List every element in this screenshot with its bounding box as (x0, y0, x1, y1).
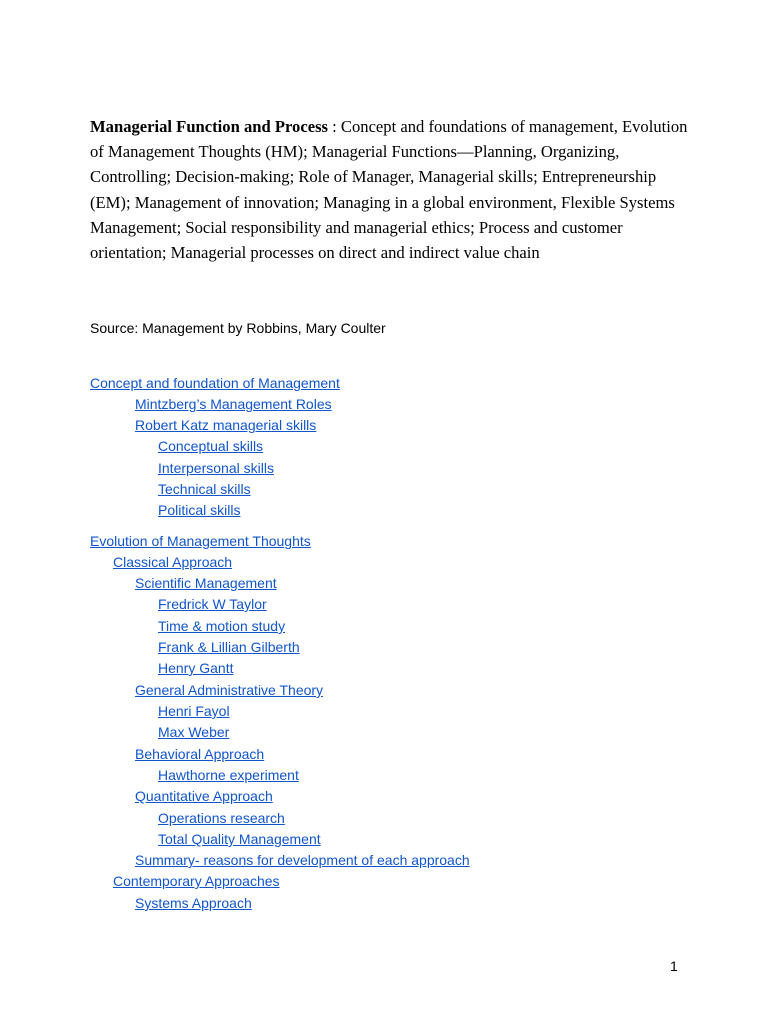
toc-link-operations-research[interactable]: Operations research (158, 810, 285, 826)
toc-link-behavioral-approach[interactable]: Behavioral Approach (135, 746, 265, 762)
source-note: Source: Management by Robbins, Mary Coulter (90, 320, 386, 336)
toc-link-interpersonal-skills[interactable]: Interpersonal skills (158, 460, 274, 476)
toc-link-systems-approach[interactable]: Systems Approach (135, 895, 252, 911)
toc-link-mintzberg-roles[interactable]: Mintzberg’s Management Roles (135, 396, 332, 412)
toc-link-conceptual-skills[interactable]: Conceptual skills (158, 438, 264, 454)
toc-link-time-motion-study[interactable]: Time & motion study (158, 618, 286, 634)
syllabus-paragraph (90, 114, 690, 265)
toc-link-contemporary-approaches[interactable]: Contemporary Approaches (113, 873, 280, 889)
toc-link-gantt[interactable]: Henry Gantt (158, 660, 234, 676)
toc-link-tqm[interactable]: Total Quality Management (158, 831, 321, 847)
toc-link-hawthorne[interactable]: Hawthorne experiment (158, 767, 299, 783)
syllabus-heading: Managerial Function and Process (90, 117, 328, 136)
toc-link-weber[interactable]: Max Weber (158, 724, 230, 740)
page-number: 1 (670, 958, 678, 974)
toc-link-general-administrative-theory[interactable]: General Administrative Theory (135, 682, 324, 698)
toc-link-quantitative-approach[interactable]: Quantitative Approach (135, 788, 273, 804)
toc-link-concept-and-foundation[interactable]: Concept and foundation of Management (90, 375, 340, 391)
toc-link-gilberth[interactable]: Frank & Lillian Gilberth (158, 639, 300, 655)
toc-link-katz-skills[interactable]: Robert Katz managerial skills (135, 417, 317, 433)
toc-link-fayol[interactable]: Henri Fayol (158, 703, 230, 719)
toc-link-technical-skills[interactable]: Technical skills (158, 481, 251, 497)
toc-link-classical-approach[interactable]: Classical Approach (113, 554, 233, 570)
toc-link-political-skills[interactable]: Political skills (158, 502, 241, 518)
toc-link-taylor[interactable]: Fredrick W Taylor (158, 596, 267, 612)
toc-link-summary[interactable]: Summary- reasons for development of each approach (135, 852, 470, 868)
toc-link-evolution-of-management[interactable]: Evolution of Management Thoughts (90, 533, 311, 549)
syllabus-text: : Concept and foundations of management, Evolution of Management Thoughts (HM); Managerial Functions—Planning, Organizing, Controlling; Decision-making; Role of Manager, Managerial skills; Entrepreneurship (EM); Management of innovation; Managing in a global environment, Flexible Systems Management; Social responsibility and managerial ethics; Process and customer orientation; Managerial processes on direct and indirect value chain (90, 117, 688, 263)
toc-link-scientific-management[interactable]: Scientific Management (135, 575, 277, 591)
